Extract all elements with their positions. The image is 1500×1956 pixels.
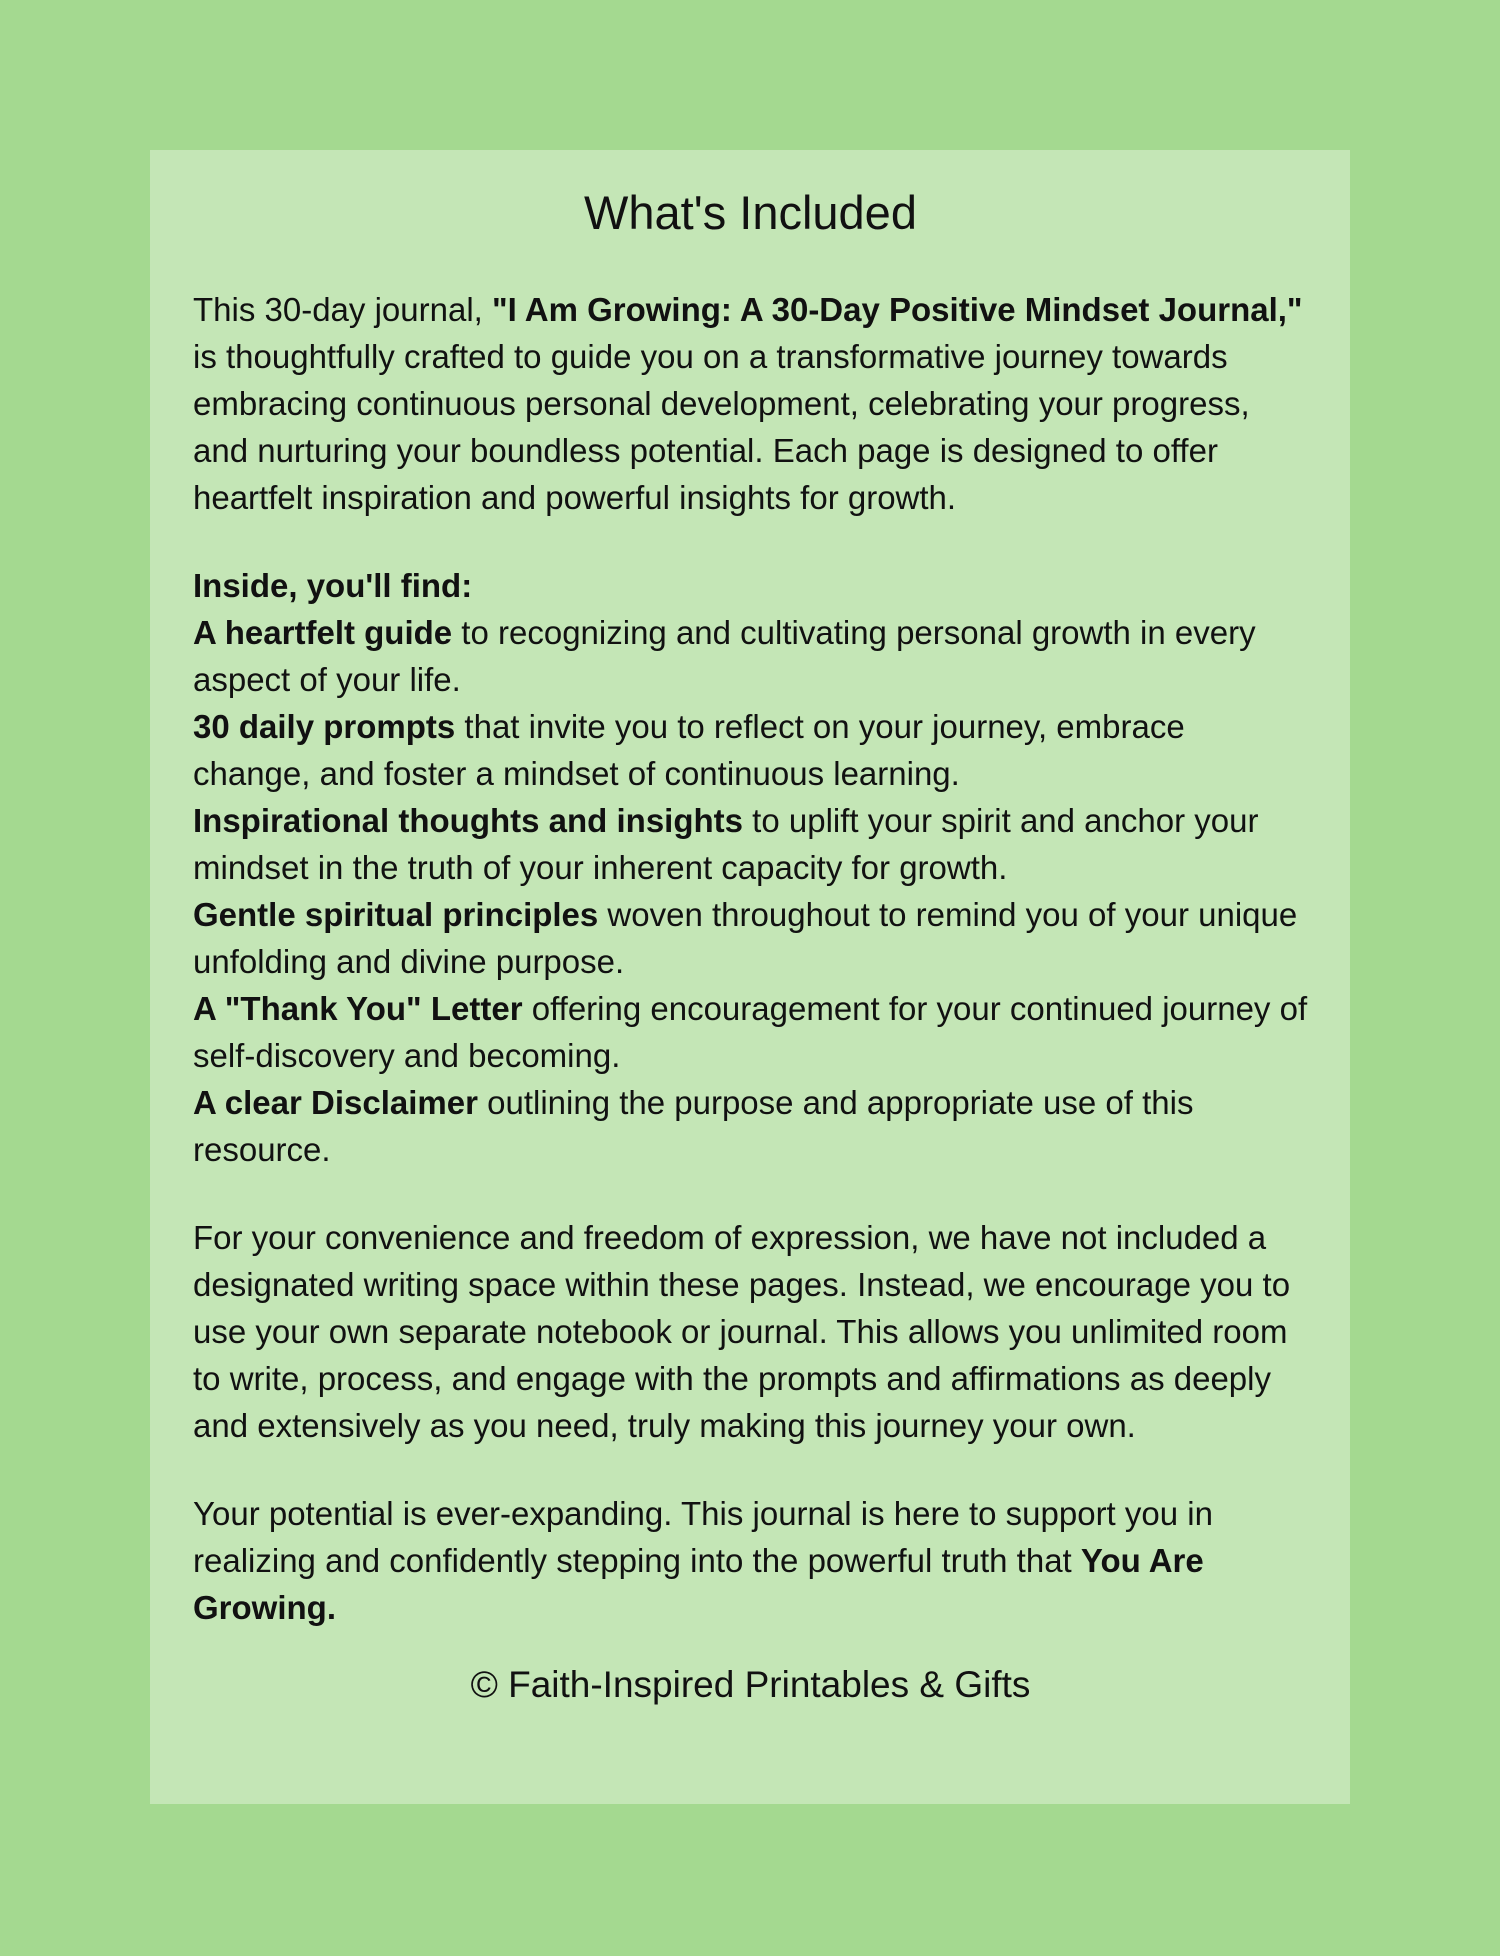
item-description: offering encouragement for your continued journey of self-discovery and becoming. xyxy=(193,990,1308,1074)
item-description: woven throughout to remind you of your unique unfolding and divine purpose. xyxy=(193,896,1298,980)
item-title: A clear Disclaimer xyxy=(193,1084,478,1121)
list-item xyxy=(193,703,1308,797)
item-description: to recognizing and cultivating personal growth in every aspect of your life. xyxy=(193,614,1256,698)
item-description: outlining the purpose and appropriate use of this resource. xyxy=(193,1084,1194,1168)
item-title: A "Thank You" Letter xyxy=(193,990,523,1027)
journal-title: "I Am Growing: A 30-Day Positive Mindset Journal," xyxy=(491,291,1303,328)
content-card xyxy=(150,150,1350,1804)
item-title: 30 daily prompts xyxy=(193,708,456,745)
item-title: Gentle spiritual principles xyxy=(193,896,599,933)
copyright-notice: © Faith-Inspired Printables & Gifts xyxy=(470,1664,1031,1705)
page-title: What's Included xyxy=(584,186,917,239)
item-description: that invite you to reflect on your journey, embrace change, and foster a mindset of continuous learning. xyxy=(193,708,1185,792)
intro-paragraph xyxy=(193,286,1308,521)
intro-text-end: is thoughtfully crafted to guide you on a transformative journey towards embracing continuous personal development, celebrating your progress, and nurturing your boundless potential. Each page is designed to offer heartfelt inspiration and powerful insights for growth. xyxy=(193,338,1250,516)
list-item xyxy=(193,1079,1308,1173)
list-item xyxy=(193,985,1308,1079)
included-list xyxy=(193,609,1308,1173)
closing-text: Your potential is ever-expanding. This journal is here to support you in realizing and confidently stepping into the powerful truth that xyxy=(193,1495,1213,1579)
list-item xyxy=(193,609,1308,703)
item-title: Inspirational thoughts and insights xyxy=(193,802,743,839)
list-item xyxy=(193,797,1308,891)
list-item xyxy=(193,891,1308,985)
item-title: A heartfelt guide xyxy=(193,614,453,651)
closing-paragraph xyxy=(193,1490,1308,1631)
closing-emphasis: You Are Growing. xyxy=(193,1542,1204,1626)
convenience-paragraph: For your convenience and freedom of expression, we have not included a designated writing space within these pages. Instead, we encourage you to use your own separate notebook or journal. This allows you unlimited room to write, process, and engage with the prompts and affirmations as deeply and extensively as you need, truly making this journey your own. xyxy=(193,1219,1291,1444)
inside-heading: Inside, you'll find: xyxy=(193,567,473,604)
intro-text-start: This 30-day journal, xyxy=(193,291,492,328)
item-description: to uplift your spirit and anchor your mindset in the truth of your inherent capacity for growth. xyxy=(193,802,1259,886)
